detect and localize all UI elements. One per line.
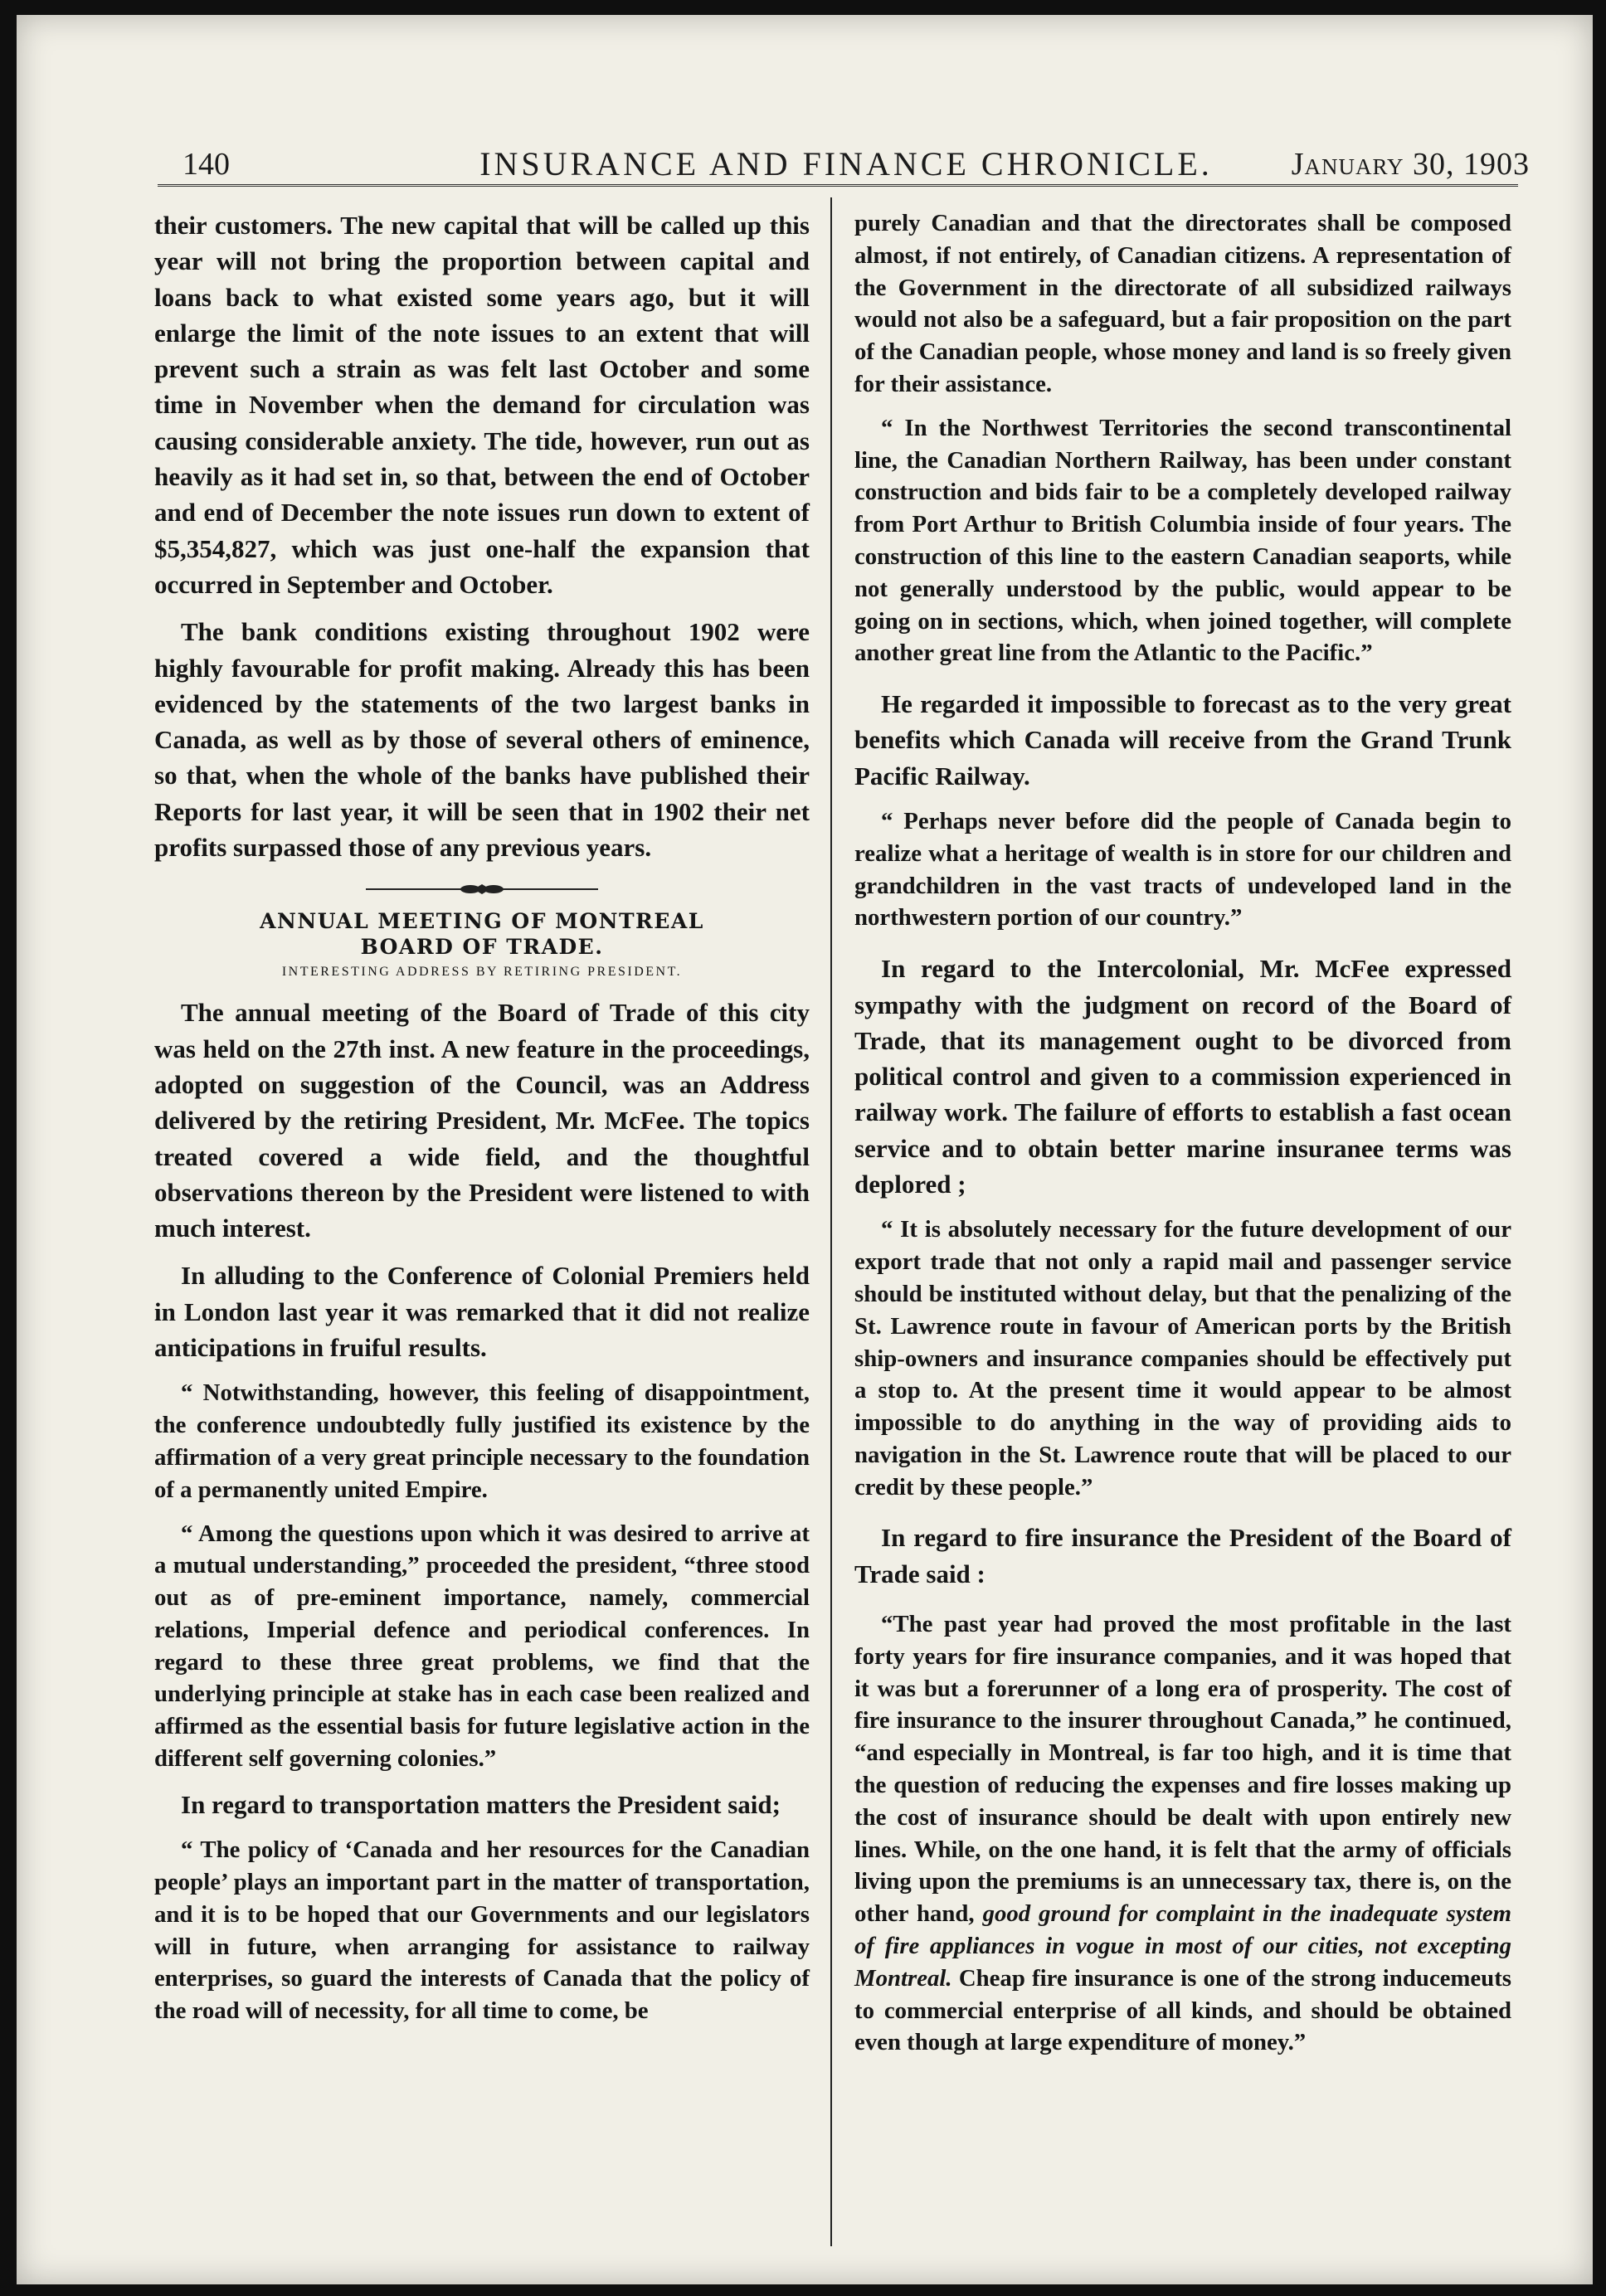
paragraph: purely Canadian and that the directorates shall be composed almost, if not entirely, of Canadian citizens. A representation of the Government in the directorate of all subsidized railways would not also be a safeguard, but a fair proposition on the part of the Canadian people, whose money and land is so freely given for their assistance. — [854, 210, 1511, 397]
paragraph: “ Perhaps never before did the people of Canada begin to realize what a heritage of wealth is in store for our children and grandchildren in the vast tracts of undeveloped land in the northwestern portion of our country.” — [854, 808, 1511, 932]
column-divider — [830, 197, 832, 2246]
italic-text-run: good ground for complaint in the inadequate system of fire appliances in vogue in most of our cities, not excepting Montreal. — [854, 1900, 1512, 1992]
paragraph — [854, 1608, 1511, 2059]
article-heading — [154, 908, 810, 960]
paragraph: In regard to the Intercolonial, Mr. McFee expressed sympathy with the judgment on record of the Board of Trade, that its management ought to be divorced from political control and given to a commission experienced in railway work. The failure of efforts to establish a fast ocean service and to obtain better marine insuranee terms was deplored ; — [854, 954, 1511, 1199]
issue-date: January 30, 1903 — [1291, 147, 1530, 182]
article-title-line: ANNUAL MEETING OF MONTREAL — [260, 909, 704, 934]
paragraph: “ It is absolutely necessary for the future development of our export trade that not only a rapid mail and passenger service should be instituted without delay, but that the penalizing of the St. Lawrence route in favour of American ports by the British ship-owners and insurance companies should be effectively put a stop to. At the present time it would appear to be almost impossible to do anything in the way of providing aids to navigation in the St. Lawrence route that will be placed to our credit by these people.” — [854, 1216, 1511, 1501]
left-column — [154, 207, 810, 2027]
right-column — [854, 207, 1511, 2059]
header-rule — [158, 184, 1518, 187]
text-run: Cheap fire insurance is one of the strong inducemeuts to commercial enterprise of all kinds, and should be obtained even though at large expenditure of money.” — [854, 1964, 1511, 2056]
article-title-line: BOARD OF TRADE. — [360, 935, 604, 960]
paragraph: In alluding to the Conference of Colonial Premiers held in London last year it was remarked that it did not realize anticipations in fruiful results. — [154, 1261, 810, 1363]
paragraph: “ Among the questions upon which it was desired to arrive at a mutual understanding,” proceeded the president, “three stood out as of pre-eminent importance, namely, commercial relations, Imperial defence and periodical conferences. In regard to these three great problems, we find that the underlying principle at stake has in each case been realized and affirmed as the essential basis for future legislative action in the different self governing colonies.” — [154, 1520, 810, 1773]
ornament-rule-icon — [366, 883, 598, 895]
paragraph: In regard to transportation matters the President said; — [181, 1789, 781, 1819]
running-header — [158, 139, 1535, 189]
article-subheading: INTERESTING ADDRESS BY RETIRING PRESIDENT. — [281, 965, 683, 980]
journal-title: INSURANCE AND FINANCE CHRONICLE. — [479, 145, 1213, 182]
page-number: 140 — [182, 147, 230, 182]
paragraph: “ In the Northwest Territories the second transcontinental line, the Canadian Northern Railway, has been under constant construction and bids fair to be a completely developed railway from Port Arthur to British Columbia inside of four years. The construction of this line to the eastern Canadian seaports, while not generally understood by the public, would appear to be going on in sections, which, when joined together, will complete another great line from the Atlantic to the Pacific.” — [854, 414, 1511, 667]
paragraph: The bank conditions existing throughout 1902 were highly favourable for profit making. Already this has been evidenced by the statements of the two largest banks in Canada, as well as by those of several others of eminence, so that, when the whole of the banks have published their Reports for last year, it will be seen that in 1902 their net profits surpassed those of any previous years. — [154, 617, 810, 863]
paragraph: “ The policy of ‘Canada and her resources for the Canadian people’ plays an important part in the matter of transportation, and it is to be hoped that our Governments and our legislators will in future, when arranging for assistance to railway enterprises, so guard the interests of Canada that the policy of the road will of necessity, for all time to come, be — [154, 1836, 810, 2025]
paragraph: their customers. The new capital that will be called up this year will not bring the proportion between capital and loans back to what existed some years ago, but it will enlarge the limit of the note issues to an extent that will prevent such a strain as was felt last October and some time in November when the demand for circulation was causing considerable anxiety. The tide, however, run out as heavily as it had set in, so that, between the end of October and end of December the note issues run down to extent of $5,354,827, which was just one-half the expansion that occurred in September and October. — [154, 211, 810, 599]
paragraph: He regarded it impossible to forecast as to the very great benefits which Canada will receive from the Grand Trunk Pacific Railway. — [854, 689, 1511, 790]
paragraph: In regard to fire insurance the President of the Board of Trade said : — [854, 1523, 1511, 1588]
section-ornament — [154, 883, 810, 895]
text-run: “The past year had proved the most profitable in the last forty years for fire insurance companies, and it was hoped that it was but a forerunner of a long era of prosperity. The cost of fire insurance to the insurer throughout Canada,” he continued, “and especially in Montreal, is far too high, and it is time that the question of reducing the expenses and fire losses making up the cost of insurance should be dealt with upon entirely new lines. While, on the one hand, it is felt that the army of officials living upon the premiums is an unnecessary tax, there is, on the other hand, — [854, 1611, 1511, 1928]
paragraph: “ Notwithstanding, however, this feeling of disappointment, the conference undoubtedly fully justified its existence by the affirmation of a very great principle necessary to the foundation of a permanently united Empire. — [154, 1379, 810, 1503]
paragraph: The annual meeting of the Board of Trade of this city was held on the 27th inst. A new feature in the proceedings, adopted on suggestion of the Council, was an Address delivered by the retiring President, Mr. McFee. The topics treated covered a wide field, and the thoughtful observations thereon by the President were listened to with much interest. — [154, 998, 810, 1243]
